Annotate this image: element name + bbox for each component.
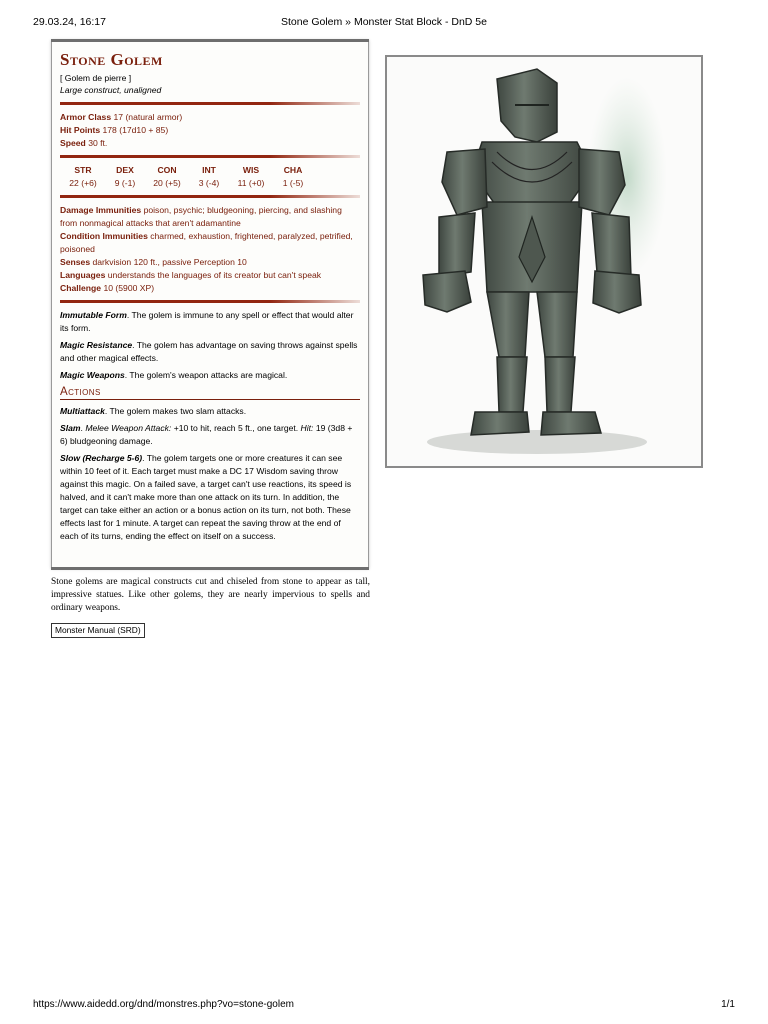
trait-magic-resistance: Magic Resistance. The golem has advantage on saving throws against spells and other magical effects.	[60, 340, 358, 363]
senses: Senses darkvision 120 ft., passive Perception 10	[60, 257, 247, 267]
print-page-title: Stone Golem » Monster Stat Block - DnD 5e	[280, 16, 487, 28]
monster-description: Stone golems are magical constructs cut and chiseled from stone to appear as tall, impressive statues. Like other golems, they are nearly impervious to spells and ordinary weapons.	[51, 577, 370, 613]
speed: Speed 30 ft.	[60, 138, 108, 148]
ability-dex: DEX 9 (-1)	[114, 165, 136, 188]
trait-magic-weapons: Magic Weapons. The golem's weapon attacks are magical.	[60, 370, 288, 380]
actions-heading: Actions	[60, 386, 360, 400]
ability-cha: CHA 1 (-5)	[282, 165, 304, 188]
action-multiattack: Multiattack. The golem makes two slam attacks.	[60, 406, 247, 416]
damage-immunities: Damage Immunities poison, psychic; bludgeoning, piercing, and slashing from nonmagical attacks that aren't adamantine	[60, 205, 342, 228]
divider	[60, 300, 360, 303]
action-slow: Slow (Recharge 5-6). The golem targets one or more creatures it can see within 10 feet of it. Each target must make a DC 17 Wisdom saving throw against this magic. On a failed save, a target can't use reactions, its speed is halved, and it can't make more than one attack on its turn. In addition, the target can take either an action or a bonus action on its turn, not both. These effects last for 1 minute. A target can repeat the saving throw at the end of each of its turns, ending the effect on itself on a success.	[60, 453, 352, 541]
source-badge: Monster Manual (SRD)	[51, 623, 145, 638]
action-slam: Slam. Melee Weapon Attack: +10 to hit, reach 5 ft., one target. Hit: 19 (3d8 + 6) bludgeoning damage.	[60, 423, 353, 446]
ability-str: STR 22 (+6)	[69, 165, 97, 188]
stat-block-bottom-border	[51, 567, 369, 570]
divider	[60, 102, 360, 105]
stone-golem-illustration	[385, 55, 703, 468]
stat-block	[51, 40, 369, 569]
ability-scores	[60, 164, 360, 190]
armor-class: Armor Class 17 (natural armor)	[60, 112, 183, 122]
ability-int: INT 3 (-4)	[198, 165, 220, 188]
condition-immunities: Condition Immunities charmed, exhaustion, frightened, paralyzed, petrified, poisoned	[60, 231, 353, 254]
divider	[60, 155, 360, 158]
monster-type: Large construct, unaligned	[60, 85, 162, 95]
challenge: Challenge 10 (5900 XP)	[60, 283, 155, 293]
divider	[60, 195, 360, 198]
hit-points: Hit Points 178 (17d10 + 85)	[60, 125, 169, 135]
languages: Languages understands the languages of its creator but can't speak	[60, 270, 322, 280]
stone-golem-figure	[387, 57, 701, 466]
trait-immutable-form: Immutable Form. The golem is immune to any spell or effect that would alter its form.	[60, 310, 354, 333]
print-url: https://www.aidedd.org/dnd/monstres.php?vo=stone-golem	[33, 999, 294, 1010]
print-page-count: 1/1	[721, 999, 735, 1010]
stat-block-top-border	[51, 39, 369, 42]
monster-vo-name: [ Golem de pierre ]	[60, 73, 132, 83]
ability-con: CON 20 (+5)	[153, 165, 181, 188]
monster-name: Stone Golem	[60, 50, 163, 69]
ability-wis: WIS 11 (+0)	[237, 165, 265, 188]
print-datetime: 29.03.24, 16:17	[33, 16, 106, 28]
